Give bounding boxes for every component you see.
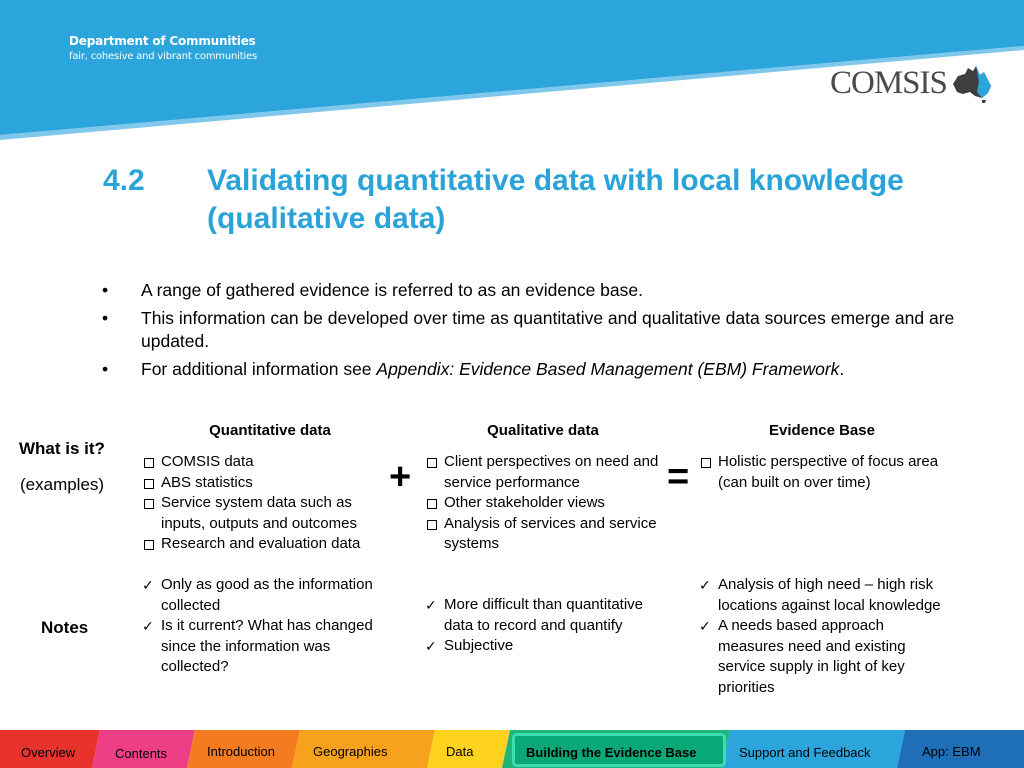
- quantitative-notes: [141, 575, 396, 678]
- list-item: ✓ Subjective: [424, 636, 664, 657]
- qualitative-notes: [424, 595, 664, 657]
- department-branding: [69, 34, 257, 62]
- list-item: COMSIS data: [141, 452, 396, 473]
- intro-bullets: [100, 279, 960, 386]
- australia-map-icon: [949, 62, 995, 104]
- plus-sign: +: [389, 456, 412, 498]
- evidence-notes: [698, 575, 943, 698]
- list-item: ABS statistics: [141, 473, 396, 494]
- department-tagline: fair, cohesive and vibrant communities: [69, 51, 257, 62]
- row-label-examples: (examples): [20, 475, 105, 494]
- bullet-prefix: For additional information see: [141, 359, 377, 379]
- title-text: Validating quantitative data with local knowledge (qualitative data): [207, 164, 904, 235]
- bullet-item: • A range of gathered evidence is referred to as an evidence base.: [100, 279, 960, 302]
- row-label-what-is-it: What is it?: [19, 439, 105, 458]
- list-item: Other stakeholder views: [424, 493, 664, 514]
- list-item: Holistic perspective of focus area (can built on over time): [698, 452, 943, 493]
- equals-sign: =: [667, 456, 690, 498]
- row-label-notes: Notes: [41, 618, 89, 637]
- section-number: 4.2: [103, 164, 145, 197]
- bullet-item: [100, 358, 960, 381]
- nav-app-ebm[interactable]: App: EBM: [922, 744, 981, 759]
- nav-introduction[interactable]: Introduction: [207, 744, 275, 759]
- header-evidence-base: Evidence Base: [769, 422, 875, 439]
- nav-geographies[interactable]: Geographies: [313, 744, 388, 759]
- list-item: ✓ Only as good as the information collected: [141, 575, 396, 616]
- nav-overview[interactable]: Overview: [21, 745, 76, 760]
- nav-support-feedback[interactable]: Support and Feedback: [739, 745, 871, 760]
- bullet-suffix: .: [839, 359, 845, 379]
- list-item: ✓ More difficult than quantitative data to record and quantify: [424, 595, 664, 636]
- list-item: Research and evaluation data: [141, 534, 396, 555]
- list-item: ✓ Analysis of high need – high risk locations against local knowledge: [698, 575, 943, 616]
- list-item: ✓ A needs based approach measures need and existing service supply in light of key priorities: [698, 616, 943, 698]
- department-name: Department of Communities: [69, 34, 256, 48]
- quantitative-examples: [141, 452, 396, 555]
- header-quantitative: Quantitative data: [209, 422, 331, 439]
- list-item: ✓ Is it current? What has changed since the information was collected?: [141, 616, 396, 678]
- bullet-item: • This information can be developed over time as quantitative and qualitative data sources emerge and are updated.: [100, 307, 960, 353]
- comsis-logo: [830, 62, 995, 104]
- evidence-examples: [698, 452, 943, 493]
- nav-contents[interactable]: Contents: [115, 746, 168, 761]
- logo-text: COMSIS: [830, 64, 947, 101]
- nav-data[interactable]: Data: [446, 744, 474, 759]
- list-item: Client perspectives on need and service performance: [424, 452, 664, 493]
- header-qualitative: Qualitative data: [487, 422, 599, 439]
- list-item: Analysis of services and service systems: [424, 514, 664, 555]
- list-item: Service system data such as inputs, outputs and outcomes: [141, 493, 396, 534]
- appendix-link[interactable]: Appendix: Evidence Based Management (EBM) Framework: [376, 359, 840, 379]
- qualitative-examples: [424, 452, 664, 555]
- nav-building-evidence-base[interactable]: Building the Evidence Base: [526, 745, 697, 760]
